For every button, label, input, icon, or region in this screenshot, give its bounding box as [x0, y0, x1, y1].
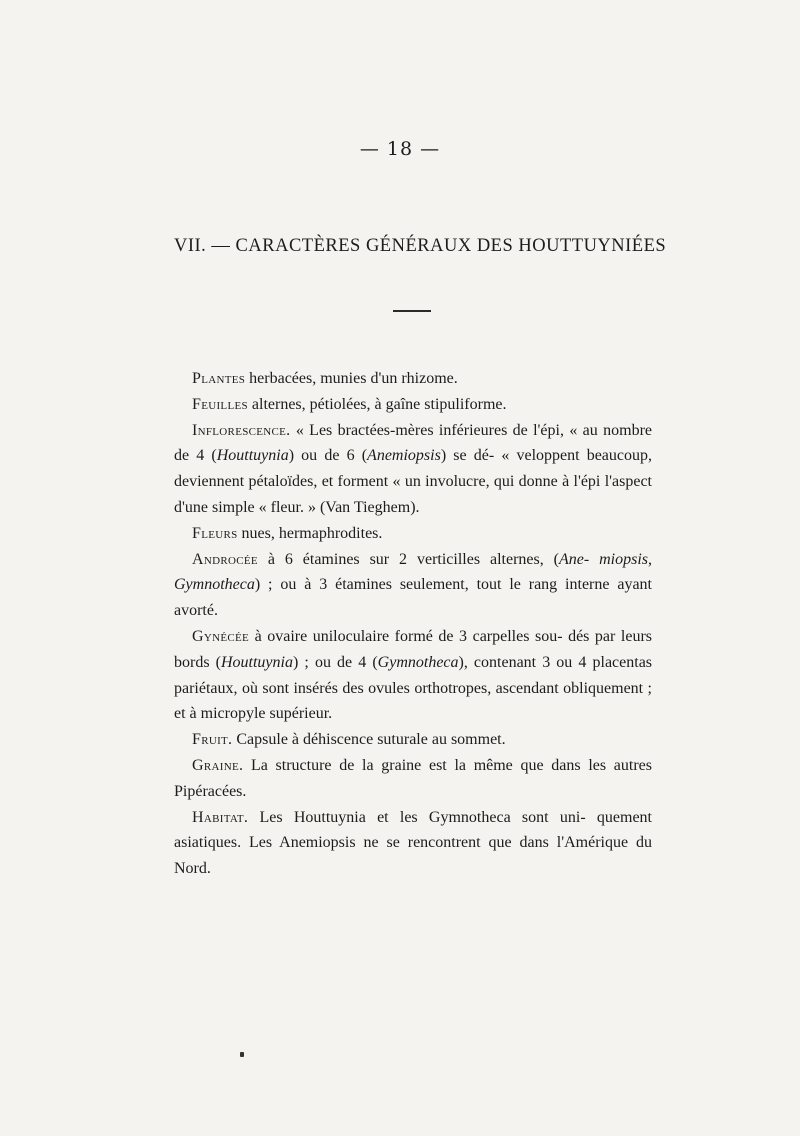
paragraph-text: ) se dé- « veloppent beaucoup, deviennent pétaloïdes, et forment « un involucre, qui donne à l'épi l'aspect d'une simple « fleur. » (Van Tieghem). — [174, 447, 653, 516]
genus-name: Ane- miopsis — [558, 550, 648, 568]
paragraph-androcee — [174, 547, 652, 624]
term-label: Fruit. — [192, 731, 233, 749]
term-label: Gynécée — [192, 627, 250, 645]
ink-speck — [240, 1052, 244, 1057]
paragraph-text: Capsule à déhiscence suturale au sommet. — [232, 731, 506, 749]
paragraph-graine — [174, 753, 652, 805]
paragraph-text: à 6 étamines sur 2 verticilles alternes, ( — [257, 550, 559, 568]
paragraph-text: herbacées, munies d'un rhizome. — [245, 370, 458, 387]
body-text — [174, 366, 652, 882]
paragraph-fleurs — [174, 521, 652, 547]
paragraph-text: La structure de la graine est la même que dans les autres Pipéracées. — [174, 756, 652, 800]
paragraph-feuilles — [174, 392, 652, 418]
paragraph-habitat — [174, 805, 652, 882]
genus-name: Houttuynia — [216, 447, 289, 465]
term-label: Feuilles — [192, 395, 248, 413]
paragraph-inflorescence — [174, 418, 652, 521]
genus-name: Houttuynia — [220, 653, 293, 671]
paragraph-text: à ovaire uniloculaire formé de 3 carpelles sou- dés par leurs bords ( — [174, 627, 652, 671]
paragraph-fruit — [174, 727, 652, 753]
paragraph-plantes — [174, 366, 652, 392]
page-number: — 18 — — [359, 138, 441, 160]
paragraph-text: , — [648, 550, 652, 568]
term-label: Graine. — [192, 756, 244, 774]
term-label: Habitat. — [192, 808, 249, 826]
term-label: Inflorescence. — [192, 421, 291, 439]
title-rule — [393, 310, 431, 312]
paragraph-text: ), contenant 3 ou 4 placentas pariétaux, où sont insérés des ovules orthotropes, ascendant obliquement ; et à micropyle supérieur. — [174, 653, 653, 723]
paragraph-text: nues, hermaphrodites. — [237, 524, 383, 542]
term-label: Fleurs — [192, 524, 238, 542]
paragraph-text: ) ; ou de 4 ( — [292, 653, 378, 671]
paragraph-text: ) ou de 6 ( — [288, 447, 368, 465]
genus-name: Anemiopsis — [367, 447, 441, 465]
paragraph-text: « Les bractées-mères inférieures de l'épi, « au nombre de 4 ( — [174, 421, 652, 465]
paragraph-gynecee — [174, 624, 652, 727]
section-title: VII. — CARACTÈRES GÉNÉRAUX DES HOUTTUYNIÉES — [174, 236, 667, 256]
genus-name: Gymnotheca — [174, 576, 255, 594]
paragraph-text: Les Houttuynia et les Gymnotheca sont uni- quement asiatiques. Les Anemiopsis ne se rencontrent que dans l'Amérique du Nord. — [174, 808, 652, 878]
genus-name: Gymnotheca — [377, 653, 459, 671]
paragraph-text: alternes, pétiolées, à gaîne stipuliforme. — [247, 395, 507, 413]
term-label: Androcée — [192, 550, 258, 568]
term-label: Plantes — [192, 370, 246, 387]
paragraph-text: ) ; ou à 3 étamines seulement, tout le rang interne ayant avorté. — [174, 576, 652, 620]
